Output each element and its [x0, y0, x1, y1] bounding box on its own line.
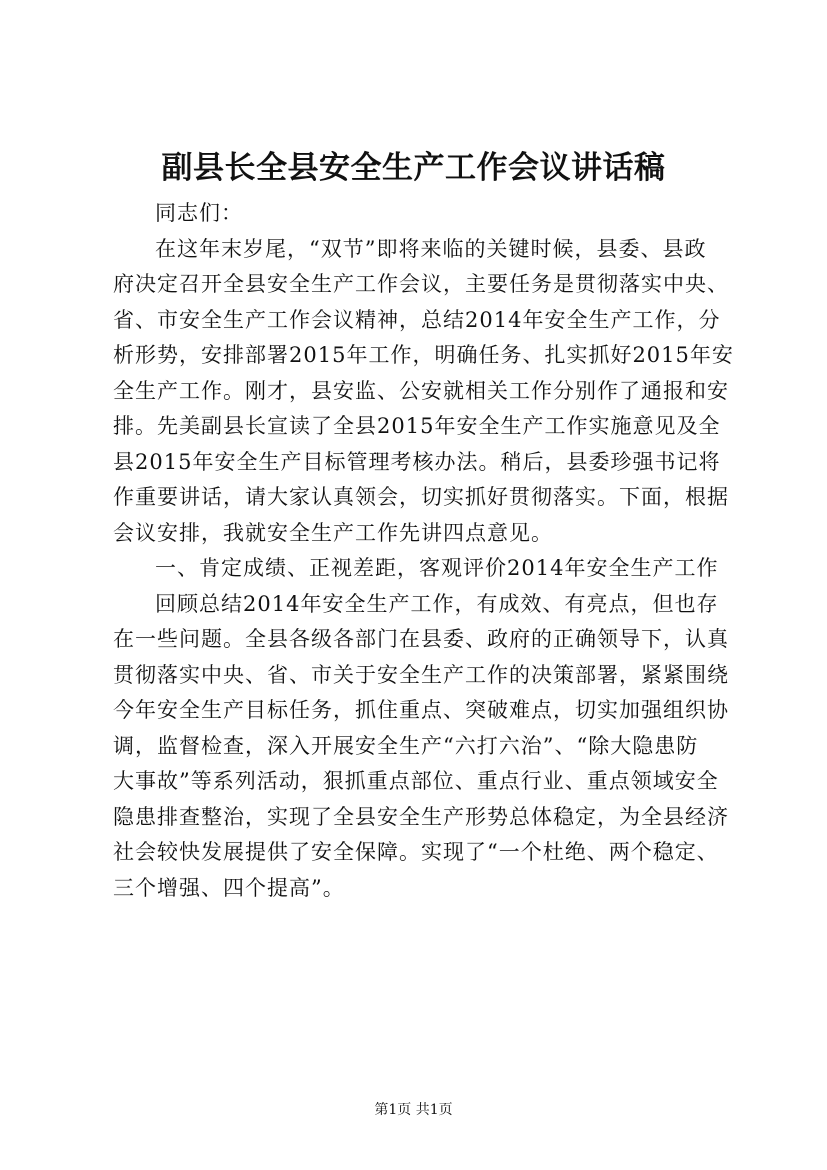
- salutation-line: 同志们：: [155, 201, 243, 225]
- text-line: 社会较快发展提供了安全保障。实现了“一个杜绝、两个稳定、: [113, 840, 719, 864]
- text-line: 析形势，安排部署2015年工作，明确任务、扎实抓好2015年安: [113, 343, 734, 367]
- text-line: 排。先美副县长宣读了全县2015年安全生产工作实施意见及全: [113, 414, 721, 438]
- text-line: 大事故”等系列活动，狠抓重点部位、重点行业、重点领域安全: [113, 769, 719, 793]
- text-line: 省、市安全生产工作会议精神，总结2014年安全生产工作，分: [113, 307, 721, 332]
- text-line: 隐患排查整治，实现了全县安全生产形势总体稳定，为全县经济: [113, 804, 729, 829]
- text-line: 作重要讲话，请大家认真领会，切实抓好贯彻落实。下面，根据: [113, 485, 729, 509]
- text-line: 调，监督检查，深入开展安全生产“六打六治”、“除大隐患防: [113, 733, 699, 758]
- text-line: 县2015年安全生产目标管理考核办法。稍后，县委珍强书记将: [113, 449, 721, 474]
- text-line: 府决定召开全县安全生产工作会议，主要任务是贯彻落实中央、: [113, 272, 729, 296]
- page-footer: 第1页 共1页: [374, 1102, 453, 1118]
- text-line: 全生产工作。刚才，县安监、公安就相关工作分别作了通报和安: [113, 378, 729, 403]
- text-line: 在这年末岁尾，“双节”即将来临的关键时候，县委、县政: [155, 236, 707, 261]
- text-line: 回顾总结2014年安全生产工作，有成效、有亮点，但也存: [155, 591, 719, 616]
- text-line: 在一些问题。全县各级各部门在县委、政府的正确领导下，认真: [113, 627, 729, 651]
- document-title: 副县长全县安全生产工作会议讲话稿: [161, 150, 666, 186]
- section-heading: 一、肯定成绩、正视差距，客观评价2014年安全生产工作: [155, 556, 719, 580]
- text-line: 今年安全生产目标任务，抓住重点、突破难点，切实加强组织协: [113, 698, 729, 722]
- text-line: 会议安排，我就安全生产工作先讲四点意见。: [113, 520, 553, 545]
- text-line: 三个增强、四个提高”。: [113, 875, 345, 900]
- document-body: [113, 196, 734, 906]
- text-line: 贯彻落实中央、省、市关于安全生产工作的决策部署，紧紧围绕: [113, 662, 729, 687]
